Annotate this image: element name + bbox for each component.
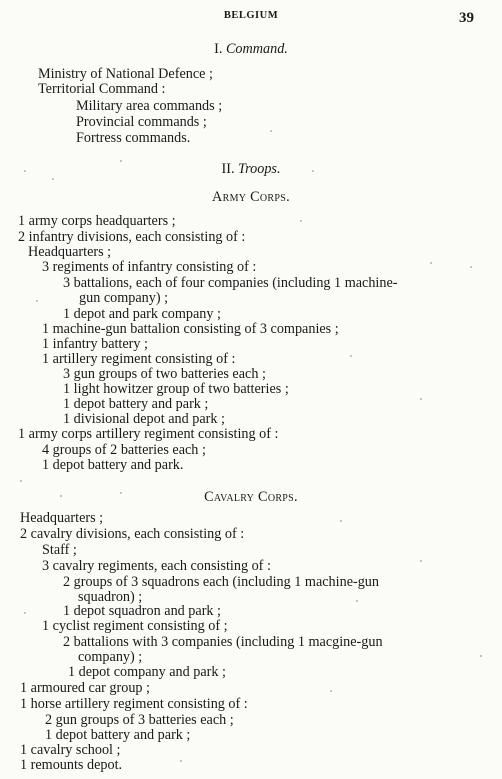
troops-title: Troops. [238, 161, 281, 177]
list-item: 3 cavalry regiments, each consisting of : [42, 558, 271, 574]
list-item: 2 groups of 3 squadrons each (including 1 machine-gun [63, 574, 379, 590]
list-item: 2 gun groups of 3 batteries each ; [45, 712, 234, 728]
list-item: 1 cyclist regiment consisting of ; [42, 618, 228, 634]
army-corps-heading: Army Corps. [212, 189, 290, 205]
command-sub-item: Military area commands ; [76, 98, 223, 114]
list-item: 1 armoured car group ; [20, 680, 151, 696]
list-item: 1 depot squadron and park ; [63, 603, 221, 619]
list-item: 1 artillery regiment consisting of : [42, 351, 236, 367]
list-item: Headquarters ; [28, 244, 112, 260]
list-item: 3 battalions, each of four companies (including 1 machine- [63, 275, 398, 291]
list-item: 1 light howitzer group of two batteries ; [63, 381, 289, 397]
command-sub-item: Fortress commands. [76, 130, 191, 146]
list-item: 1 divisional depot and park ; [63, 411, 225, 427]
list-item: 1 depot company and park ; [68, 664, 226, 680]
ministry-line: Ministry of National Defence ; [38, 66, 213, 82]
troops-heading [0, 162, 502, 177]
list-item: Headquarters ; [20, 510, 104, 526]
command-numeral: I. [214, 41, 223, 57]
list-item: 1 depot battery and park ; [63, 396, 209, 412]
list-item: 2 cavalry divisions, each consisting of : [20, 526, 245, 542]
command-title: Command. [225, 41, 288, 57]
list-item: 1 army corps artillery regiment consisting of : [18, 426, 279, 442]
command-sub-item: Provincial commands ; [76, 114, 207, 130]
troops-numeral: II. [221, 161, 235, 177]
list-item: 3 regiments of infantry consisting of : [42, 259, 257, 275]
list-item: Staff ; [42, 542, 77, 558]
list-item: 1 army corps headquarters ; [18, 213, 176, 229]
cavalry-corps-heading: Cavalry Corps. [204, 489, 298, 505]
list-item: 4 groups of 2 batteries each ; [42, 442, 206, 458]
command-heading [0, 42, 502, 57]
list-item: 1 depot battery and park ; [45, 727, 191, 743]
list-item: 1 cavalry school ; [20, 742, 121, 758]
list-item: company) ; [78, 649, 143, 665]
list-item: 1 depot and park company ; [63, 306, 221, 322]
page-number: 39 [459, 10, 474, 26]
list-item: 1 horse artillery regiment consisting of : [20, 696, 248, 712]
list-item: 1 machine-gun battalion consisting of 3 companies ; [42, 321, 339, 337]
running-title: BELGIUM [223, 10, 279, 21]
territorial-line: Territorial Command : [38, 81, 166, 97]
list-item: 1 infantry battery ; [42, 336, 148, 352]
list-item: 1 depot battery and park. [42, 457, 184, 473]
list-item: 2 infantry divisions, each consisting of : [18, 229, 246, 245]
list-item: 2 battalions with 3 companies (including 1 macgine-gun [63, 634, 383, 650]
list-item: squadron) ; [78, 589, 143, 605]
list-item: 3 gun groups of two batteries each ; [63, 366, 266, 382]
list-item: gun company) ; [79, 290, 169, 306]
list-item: 1 remounts depot. [20, 757, 123, 773]
